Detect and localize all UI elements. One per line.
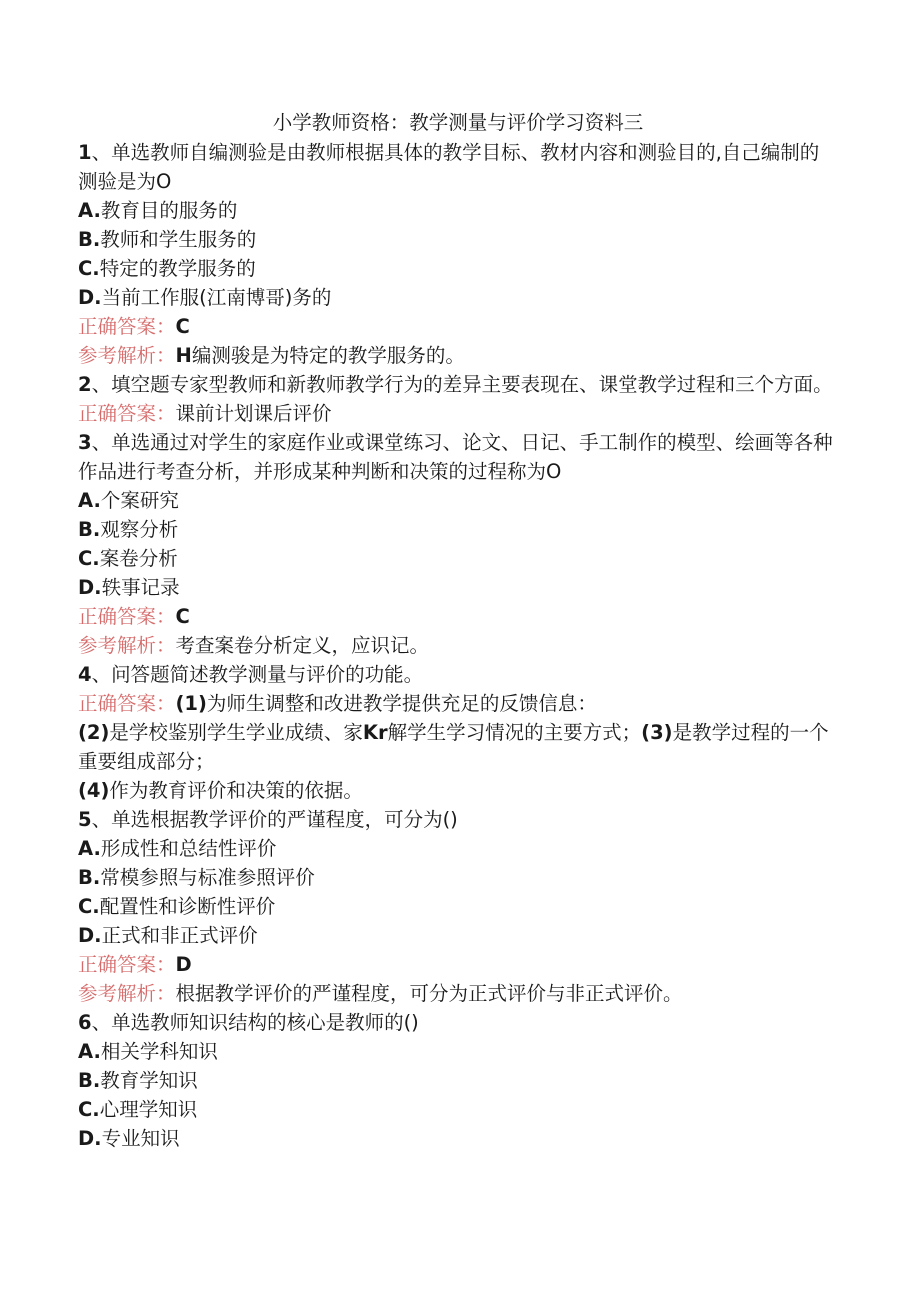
- option-letter: C.: [78, 547, 100, 570]
- option-text: 案卷分析: [99, 547, 178, 570]
- document-page: [78, 108, 838, 1153]
- option-letter: A.: [78, 489, 101, 512]
- option-letter: C.: [78, 1098, 100, 1121]
- question-6: [78, 1008, 838, 1037]
- option-letter: B.: [78, 1069, 101, 1092]
- question-3: [78, 428, 838, 486]
- analysis-line: [78, 979, 838, 1008]
- analysis-label: 参考解析：: [78, 982, 176, 1005]
- answer-line: [78, 312, 838, 341]
- answer-label: 正确答案：: [78, 315, 176, 338]
- option-text: 专业知识: [101, 1127, 180, 1150]
- answer-point-fragment: Kr: [362, 721, 388, 744]
- option-text: 配置性和诊断性评价: [99, 895, 276, 918]
- answer-value: D: [175, 953, 192, 976]
- option-letter: C.: [78, 895, 100, 918]
- question-text: 、单选根据教学评价的严谨程度，可分为(): [91, 808, 458, 831]
- question-text: 、问答题简述教学测量与评价的功能。: [91, 663, 424, 686]
- answer-label: 正确答案：: [78, 953, 176, 976]
- answer-point-number: (1): [175, 692, 207, 715]
- option-letter: D.: [78, 576, 102, 599]
- option-text: 轶事记录: [101, 576, 180, 599]
- option-text: 常模参照与标准参照评价: [100, 866, 315, 889]
- analysis-line: [78, 341, 838, 370]
- option-c: [78, 1095, 838, 1124]
- answer-point-number: (3): [641, 721, 673, 744]
- analysis-label: 参考解析：: [78, 634, 176, 657]
- answer-value: C: [175, 605, 190, 628]
- answer-continuation: [78, 776, 838, 805]
- question-number: 1: [78, 141, 92, 164]
- answer-label: 正确答案：: [78, 605, 176, 628]
- option-letter: D.: [78, 286, 102, 309]
- option-a: [78, 196, 838, 225]
- option-b: [78, 225, 838, 254]
- analysis-bold-prefix: H: [175, 344, 192, 367]
- option-b: [78, 863, 838, 892]
- option-text: 正式和非正式评价: [101, 924, 258, 947]
- answer-point-text: 解学生学习情况的主要方式；: [387, 721, 642, 744]
- option-text: 当前工作服(江南博哥)务的: [101, 286, 332, 309]
- option-letter: A.: [78, 199, 101, 222]
- answer-continuation: [78, 718, 838, 776]
- answer-line: [78, 950, 838, 979]
- answer-line: [78, 602, 838, 631]
- option-d: [78, 921, 838, 950]
- option-letter: B.: [78, 866, 101, 889]
- option-letter: B.: [78, 228, 101, 251]
- analysis-text: 根据教学评价的严谨程度，可分为正式评价与非正式评价。: [175, 982, 683, 1005]
- answer-label: 正确答案：: [78, 402, 176, 425]
- answer-point-text: 作为教育评价和决策的依据。: [109, 779, 363, 802]
- option-text: 特定的教学服务的: [99, 257, 256, 280]
- answer-point-text: 是教学过程的一个重要组成部分；: [78, 721, 829, 773]
- question-text: 、单选教师自编测验是由教师根据具体的教学目标、教材内容和测验目的,自己编制的测验是为O: [78, 141, 820, 193]
- option-letter: C.: [78, 257, 100, 280]
- option-letter: B.: [78, 518, 101, 541]
- question-text: 、单选通过对学生的家庭作业或课堂练习、论文、日记、手工制作的模型、绘画等各种作品进行考查分析，并形成某种判断和决策的过程称为O: [78, 431, 833, 483]
- option-text: 教师和学生服务的: [100, 228, 257, 251]
- answer-point-text: 为师生调整和改进教学提供充足的反馈信息：: [206, 692, 597, 715]
- answer-point-text: 是学校鉴别学生学业成绩、家: [109, 721, 363, 744]
- option-letter: A.: [78, 1040, 101, 1063]
- answer-value: C: [175, 315, 190, 338]
- question-4: [78, 660, 838, 689]
- answer-value: 课前计划课后评价: [175, 402, 332, 425]
- question-number: 5: [78, 808, 92, 831]
- option-a: [78, 834, 838, 863]
- option-b: [78, 1066, 838, 1095]
- option-a: [78, 486, 838, 515]
- analysis-label: 参考解析：: [78, 344, 176, 367]
- question-5: [78, 805, 838, 834]
- question-number: 6: [78, 1011, 92, 1034]
- answer-point-number: (4): [78, 779, 110, 802]
- option-text: 个案研究: [100, 489, 179, 512]
- question-text: 、填空题专家型教师和新教师教学行为的差异主要表现在、课堂教学过程和三个方面。: [91, 373, 833, 396]
- option-letter: D.: [78, 924, 102, 947]
- option-text: 教育目的服务的: [100, 199, 238, 222]
- option-c: [78, 892, 838, 921]
- option-d: [78, 1124, 838, 1153]
- answer-label: 正确答案：: [78, 692, 176, 715]
- option-a: [78, 1037, 838, 1066]
- question-number: 2: [78, 373, 92, 396]
- answer-line: [78, 689, 838, 718]
- option-d: [78, 573, 838, 602]
- analysis-line: [78, 631, 838, 660]
- option-letter: A.: [78, 837, 101, 860]
- option-text: 教育学知识: [100, 1069, 198, 1092]
- option-d: [78, 283, 838, 312]
- question-number: 3: [78, 431, 92, 454]
- option-text: 相关学科知识: [100, 1040, 218, 1063]
- question-2: [78, 370, 838, 399]
- answer-point-number: (2): [78, 721, 110, 744]
- document-title: 小学教师资格：教学测量与评价学习资料三: [272, 111, 644, 134]
- analysis-text: 考查案卷分析定义，应识记。: [175, 634, 430, 657]
- option-text: 心理学知识: [99, 1098, 198, 1121]
- answer-line: [78, 399, 838, 428]
- option-c: [78, 544, 838, 573]
- question-text: 、单选教师知识结构的核心是教师的(): [91, 1011, 419, 1034]
- analysis-text: 编测骏是为特定的教学服务的。: [191, 344, 465, 367]
- option-letter: D.: [78, 1127, 102, 1150]
- option-text: 观察分析: [100, 518, 179, 541]
- question-number: 4: [78, 663, 92, 686]
- option-text: 形成性和总结性评价: [100, 837, 277, 860]
- option-c: [78, 254, 838, 283]
- option-b: [78, 515, 838, 544]
- question-1: [78, 138, 838, 196]
